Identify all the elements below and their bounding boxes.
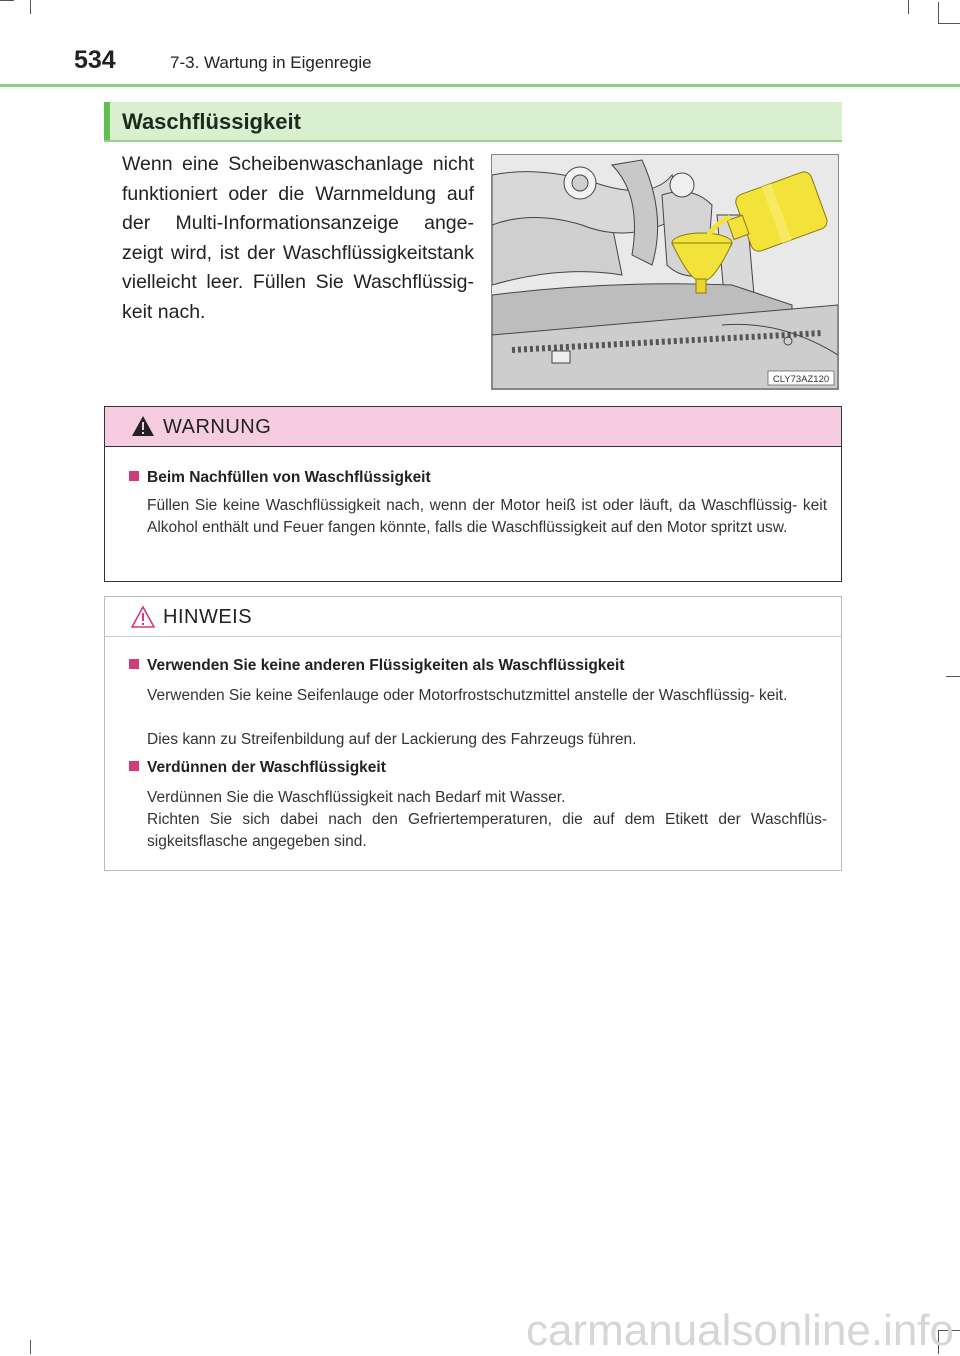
warning-triangle-icon: [131, 415, 155, 437]
warning-item-heading: [129, 469, 431, 487]
header-rule: [0, 84, 960, 87]
notice-item-body: Dies kann zu Streifenbildung auf der Lackierung des Fahrzeugs führen.: [147, 731, 637, 748]
bullet-square-icon: [129, 471, 139, 481]
engine-bay-drawing: [492, 155, 838, 389]
notice-item-body: Richten Sie sich dabei nach den Gefriertemperaturen, die auf dem Etikett der Waschflüs- sigkeitsflasche angegeben sind.: [147, 811, 827, 850]
crop-mark: [30, 0, 31, 14]
notice-label: HINWEIS: [163, 606, 253, 628]
warning-item-heading-text: Beim Nachfüllen von Waschflüssigkeit: [147, 469, 431, 486]
crop-mark: [938, 23, 960, 24]
warning-item-body: Füllen Sie keine Waschflüssigkeit nach, wenn der Motor heiß ist oder läuft, da Waschflüssig- keit Alkohol enthält und Feuer fangen könnte, falls die Waschflüssigkeit auf den Motor spritzt usw.: [147, 497, 827, 536]
notice-item-heading-text: Verdünnen der Waschflüssigkeit: [147, 759, 386, 776]
crop-mark: [0, 0, 14, 1]
engine-bay-illustration: [491, 154, 839, 390]
notice-item-heading: [129, 759, 386, 777]
figure-code: CLY73AZ120: [772, 374, 830, 385]
crop-mark: [946, 676, 960, 677]
notice-item-heading: [129, 657, 625, 675]
section-title-accent: [104, 102, 110, 140]
crop-mark: [938, 2, 939, 24]
warning-header: [105, 407, 841, 447]
crop-mark: [30, 1340, 31, 1354]
bullet-square-icon: [129, 761, 139, 771]
bullet-square-icon: [129, 659, 139, 669]
intro-paragraph: Wenn eine Scheibenwaschanlage nicht funktioniert oder die Warnmeldung auf der Multi-Informationsanzeige ange- zeigt wird, ist der Waschflüssigkeitstank vielleicht leer. Füllen Sie Waschflüssig- keit nach.: [122, 153, 474, 323]
warning-label: WARNUNG: [163, 416, 272, 438]
notice-item-body: Verwenden Sie keine Seifenlauge oder Motorfrostschutzmittel anstelle der Waschflüssig- keit.: [147, 687, 788, 704]
page-number: 534: [74, 46, 116, 74]
section-breadcrumb: 7-3. Wartung in Eigenregie: [170, 53, 372, 72]
caution-outline-icon: [131, 605, 155, 629]
section-title: Waschflüssigkeit: [122, 109, 301, 134]
watermark: carmanualsonline.info: [525, 1306, 954, 1355]
notice-item-heading-text: Verwenden Sie keine anderen Flüssigkeiten als Waschflüssigkeit: [147, 657, 625, 674]
crop-mark: [908, 0, 909, 14]
section-title-bar: [104, 102, 842, 142]
warning-box: [104, 406, 842, 582]
notice-header: [105, 597, 841, 637]
notice-box: [104, 596, 842, 871]
notice-item-body: Verdünnen Sie die Waschflüssigkeit nach Bedarf mit Wasser.: [147, 789, 566, 806]
